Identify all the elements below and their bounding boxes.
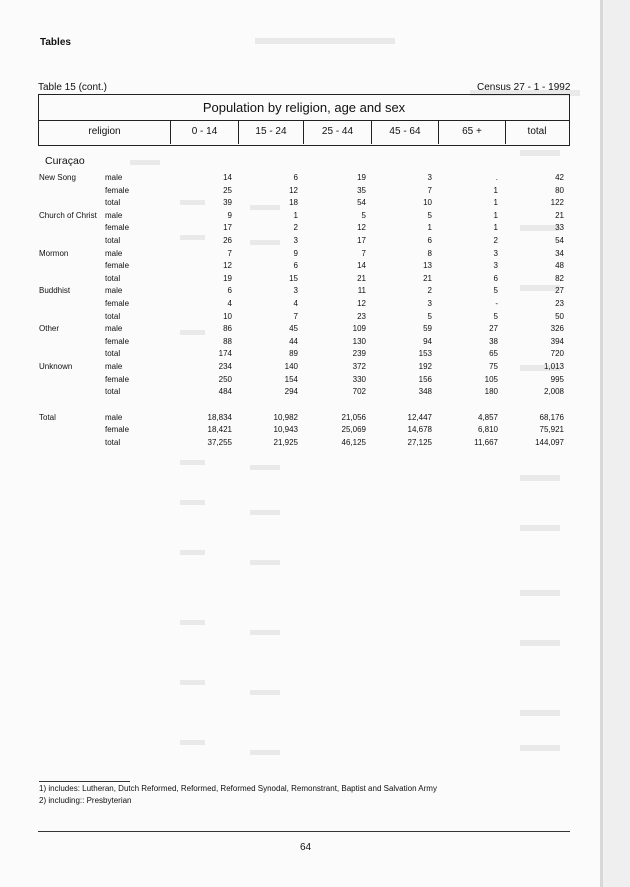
sex-label: female — [105, 336, 130, 346]
table-cell-value: 7 — [227, 248, 232, 258]
religion-label: Church of Christ — [39, 210, 97, 220]
table-cell-value: 13 — [423, 261, 432, 271]
table-cell-value: 2 — [427, 286, 432, 296]
religion-label: Mormon — [39, 248, 69, 258]
table-cell-value: . — [495, 173, 498, 182]
footnote-2: 2) including:: Presbyterian — [39, 796, 132, 805]
table-cell-value: 3 — [493, 261, 498, 271]
sex-label: total — [105, 198, 121, 208]
table-cell-value: 80 — [555, 185, 564, 195]
table-cell-value: 26 — [223, 236, 232, 245]
table-cell-value: 25,069 — [341, 425, 366, 435]
table-cell-value: 21 — [555, 210, 564, 220]
table-cell-value: 2 — [293, 223, 298, 233]
table-cell-value: 10,943 — [273, 425, 298, 435]
table-cell-value: 234 — [218, 362, 232, 371]
table-cell-value: 48 — [555, 261, 564, 271]
footer-rule — [38, 831, 570, 832]
table-cell-value: 34 — [555, 248, 564, 258]
table-cell-value: 348 — [418, 387, 432, 397]
table-cell-value: 2 — [493, 236, 498, 245]
table-cell-value: 122 — [550, 198, 564, 208]
table-cell-value: 59 — [423, 324, 432, 334]
table-cell-value: 11,667 — [474, 438, 498, 447]
footnote-rule — [39, 781, 130, 782]
table-cell-value: 54 — [357, 198, 366, 208]
table-cell-value: 239 — [352, 349, 366, 359]
column-header-45-64: 45 - 64 — [371, 120, 438, 144]
table-cell-value: 7 — [293, 311, 298, 321]
table-cell-value: 33 — [555, 223, 564, 233]
sex-label: total — [105, 311, 121, 321]
religion-label: Total — [39, 412, 56, 422]
religion-label: Other — [39, 324, 60, 334]
sex-label: male — [105, 173, 123, 182]
religion-label: New Song — [39, 173, 76, 182]
table-cell-value: 39 — [223, 198, 232, 208]
sex-label: male — [105, 324, 123, 334]
page-number: 64 — [300, 842, 312, 853]
table-cell-value: 174 — [218, 349, 232, 359]
sex-label: male — [105, 248, 123, 258]
sex-label: total — [105, 438, 121, 447]
table-cell-value: 6 — [493, 273, 498, 283]
table-cell-value: 10 — [223, 311, 232, 321]
sex-label: female — [105, 261, 130, 271]
table-cell-value: 12 — [223, 261, 232, 271]
table-cell-value: 19 — [357, 173, 366, 182]
religion-label: Buddhist — [39, 286, 71, 296]
column-header-25-44: 25 - 44 — [303, 120, 371, 144]
table-cell-value: 720 — [550, 349, 564, 359]
table-cell-value: 18,421 — [207, 425, 232, 435]
sex-label: male — [105, 210, 123, 220]
table-cell-value: 23 — [555, 299, 564, 308]
table-cell-value: 6 — [293, 261, 298, 271]
table-cell-value: 23 — [357, 311, 366, 321]
table-cell-value: 153 — [418, 349, 432, 359]
table-cell-value: 995 — [550, 374, 564, 384]
table-cell-value: 27,125 — [407, 438, 432, 447]
table-cell-value: 9 — [227, 210, 232, 220]
column-header-65-plus: 65 + — [438, 120, 505, 144]
table-cell-value: 18 — [289, 198, 298, 208]
table-cell-value: 45 — [289, 324, 298, 334]
table-cell-value: 11 — [357, 286, 366, 296]
sex-label: female — [105, 223, 130, 233]
sex-label: total — [105, 236, 121, 245]
table-cell-value: 5 — [493, 286, 498, 296]
table-cell-value: 394 — [550, 336, 564, 346]
table-cell-value: 50 — [555, 311, 564, 321]
table-cell-value: 5 — [361, 210, 366, 220]
table-cell-value: 21 — [423, 273, 432, 283]
table-cell-value: 7 — [361, 248, 366, 258]
table-cell-value: 1 — [493, 223, 498, 233]
table-cell-value: 7 — [427, 185, 432, 195]
table-cell-value: 8 — [427, 248, 432, 258]
table-cell-value: 12,447 — [407, 412, 432, 422]
table-cell-value: 1,013 — [543, 362, 564, 371]
table-cell-value: 1 — [293, 210, 298, 220]
table-cell-value: 4 — [293, 299, 298, 308]
table-cell-value: 250 — [218, 374, 232, 384]
table-cell-value: 21,925 — [273, 438, 298, 447]
column-header-total: total — [505, 120, 568, 144]
table-cell-value: 6,810 — [477, 425, 498, 435]
table-title: Population by religion, age and sex — [39, 95, 569, 121]
table-cell-value: 42 — [555, 173, 564, 182]
table-cell-value: 21 — [357, 273, 366, 283]
table-cell-value: 9 — [293, 248, 298, 258]
sex-label: female — [105, 299, 130, 308]
sex-label: female — [105, 425, 130, 435]
table-cell-value: 65 — [489, 349, 498, 359]
table-cell-value: 484 — [218, 387, 232, 397]
table-cell-value: 130 — [352, 336, 366, 346]
table-cell-value: 12 — [357, 223, 366, 233]
table-cell-value: 38 — [489, 336, 498, 346]
table-cell-value: 82 — [555, 273, 564, 283]
table-cell-value: 144,097 — [535, 438, 564, 447]
table-cell-value: 1 — [427, 223, 432, 233]
table-cell-value: 6 — [293, 173, 298, 182]
census-label: Census 27 - 1 - 1992 — [477, 82, 571, 93]
table-cell-value: 5 — [493, 311, 498, 321]
table-cell-value: 6 — [427, 236, 432, 245]
table-cell-value: 75,921 — [539, 425, 564, 435]
sex-label: total — [105, 387, 121, 397]
table-cell-value: 3 — [293, 236, 298, 245]
table-cell-value: 27 — [489, 324, 498, 334]
column-header-15-24: 15 - 24 — [238, 120, 303, 144]
column-header-row — [39, 120, 569, 144]
table-cell-value: 10,982 — [273, 412, 298, 422]
table-cell-value: 37,255 — [207, 438, 232, 447]
table-cell-value: 372 — [352, 362, 366, 371]
table-cell-value: 25 — [223, 185, 232, 195]
table-cell-value: 75 — [489, 362, 498, 371]
column-header-religion: religion — [88, 126, 121, 137]
table-cell-value: 109 — [352, 324, 366, 334]
sex-label: female — [105, 185, 130, 195]
table-cell-value: 18,834 — [207, 412, 232, 422]
table-cell-value: 35 — [357, 185, 366, 195]
religion-label: Unknown — [39, 362, 73, 371]
table-cell-value: 192 — [418, 362, 432, 371]
table-cell-value: 94 — [423, 336, 432, 346]
region-label: Curaçao — [45, 155, 85, 167]
table-label: Table 15 (cont.) — [38, 82, 107, 93]
table-cell-value: 2,008 — [543, 387, 564, 397]
table-cell-value: 14 — [357, 261, 366, 271]
table-cell-value: 17 — [223, 223, 232, 233]
table-cell-value: 6 — [227, 286, 232, 296]
table-cell-value: 68,176 — [539, 412, 564, 422]
table-cell-value: 3 — [293, 286, 298, 296]
table-cell-value: 88 — [223, 336, 232, 346]
table-cell-value: - — [495, 299, 498, 308]
table-cell-value: 14 — [223, 173, 232, 182]
table-cell-value: 46,125 — [341, 438, 366, 447]
column-header-0-14: 0 - 14 — [170, 120, 238, 144]
sex-label: male — [105, 362, 123, 371]
table-cell-value: 14,678 — [407, 425, 432, 435]
table-cell-value: 21,056 — [341, 412, 366, 422]
table-cell-value: 4 — [227, 299, 232, 308]
table-cell-value: 702 — [352, 387, 366, 397]
table-cell-value: 15 — [289, 273, 298, 283]
table-cell-value: 3 — [427, 299, 432, 308]
table-cell-value: 3 — [493, 248, 498, 258]
sex-label: male — [105, 286, 123, 296]
table-cell-value: 89 — [289, 349, 298, 359]
table-cell-value: 86 — [223, 324, 232, 334]
table-cell-value: 27 — [555, 286, 564, 296]
table-cell-value: 326 — [550, 324, 564, 334]
table-cell-value: 156 — [418, 374, 432, 384]
table-cell-value: 330 — [352, 374, 366, 384]
table-cell-value: 12 — [357, 299, 366, 308]
table-cell-value: 105 — [484, 374, 498, 384]
sex-label: female — [105, 374, 130, 384]
running-head: Tables — [40, 37, 71, 48]
table-cell-value: 140 — [284, 362, 298, 371]
table-cell-value: 1 — [493, 210, 498, 220]
table-cell-value: 180 — [484, 387, 498, 397]
table-cell-value: 5 — [427, 311, 432, 321]
table-cell-value: 44 — [289, 336, 298, 346]
sex-label: total — [105, 273, 121, 283]
table-cell-value: 154 — [284, 374, 298, 384]
table-cell-value: 17 — [357, 236, 366, 245]
table-cell-value: 10 — [423, 198, 432, 208]
table-cell-value: 294 — [284, 387, 298, 397]
table-header — [38, 94, 570, 146]
table-cell-value: 19 — [223, 273, 232, 283]
sex-label: total — [105, 349, 121, 359]
table-cell-value: 54 — [555, 236, 564, 245]
table-cell-value: 5 — [427, 210, 432, 220]
scan-margin — [603, 0, 630, 887]
table-cell-value: 12 — [289, 185, 298, 195]
table-cell-value: 1 — [493, 185, 498, 195]
table-cell-value: 4,857 — [477, 412, 498, 422]
table-cell-value: 1 — [493, 198, 498, 208]
footnote-1: 1) includes: Lutheran, Dutch Reformed, Reformed, Reformed Synodal, Remonstrant, Baptist and Salvation Army — [39, 784, 437, 793]
table-cell-value: 3 — [427, 173, 432, 182]
sex-label: male — [105, 412, 123, 422]
